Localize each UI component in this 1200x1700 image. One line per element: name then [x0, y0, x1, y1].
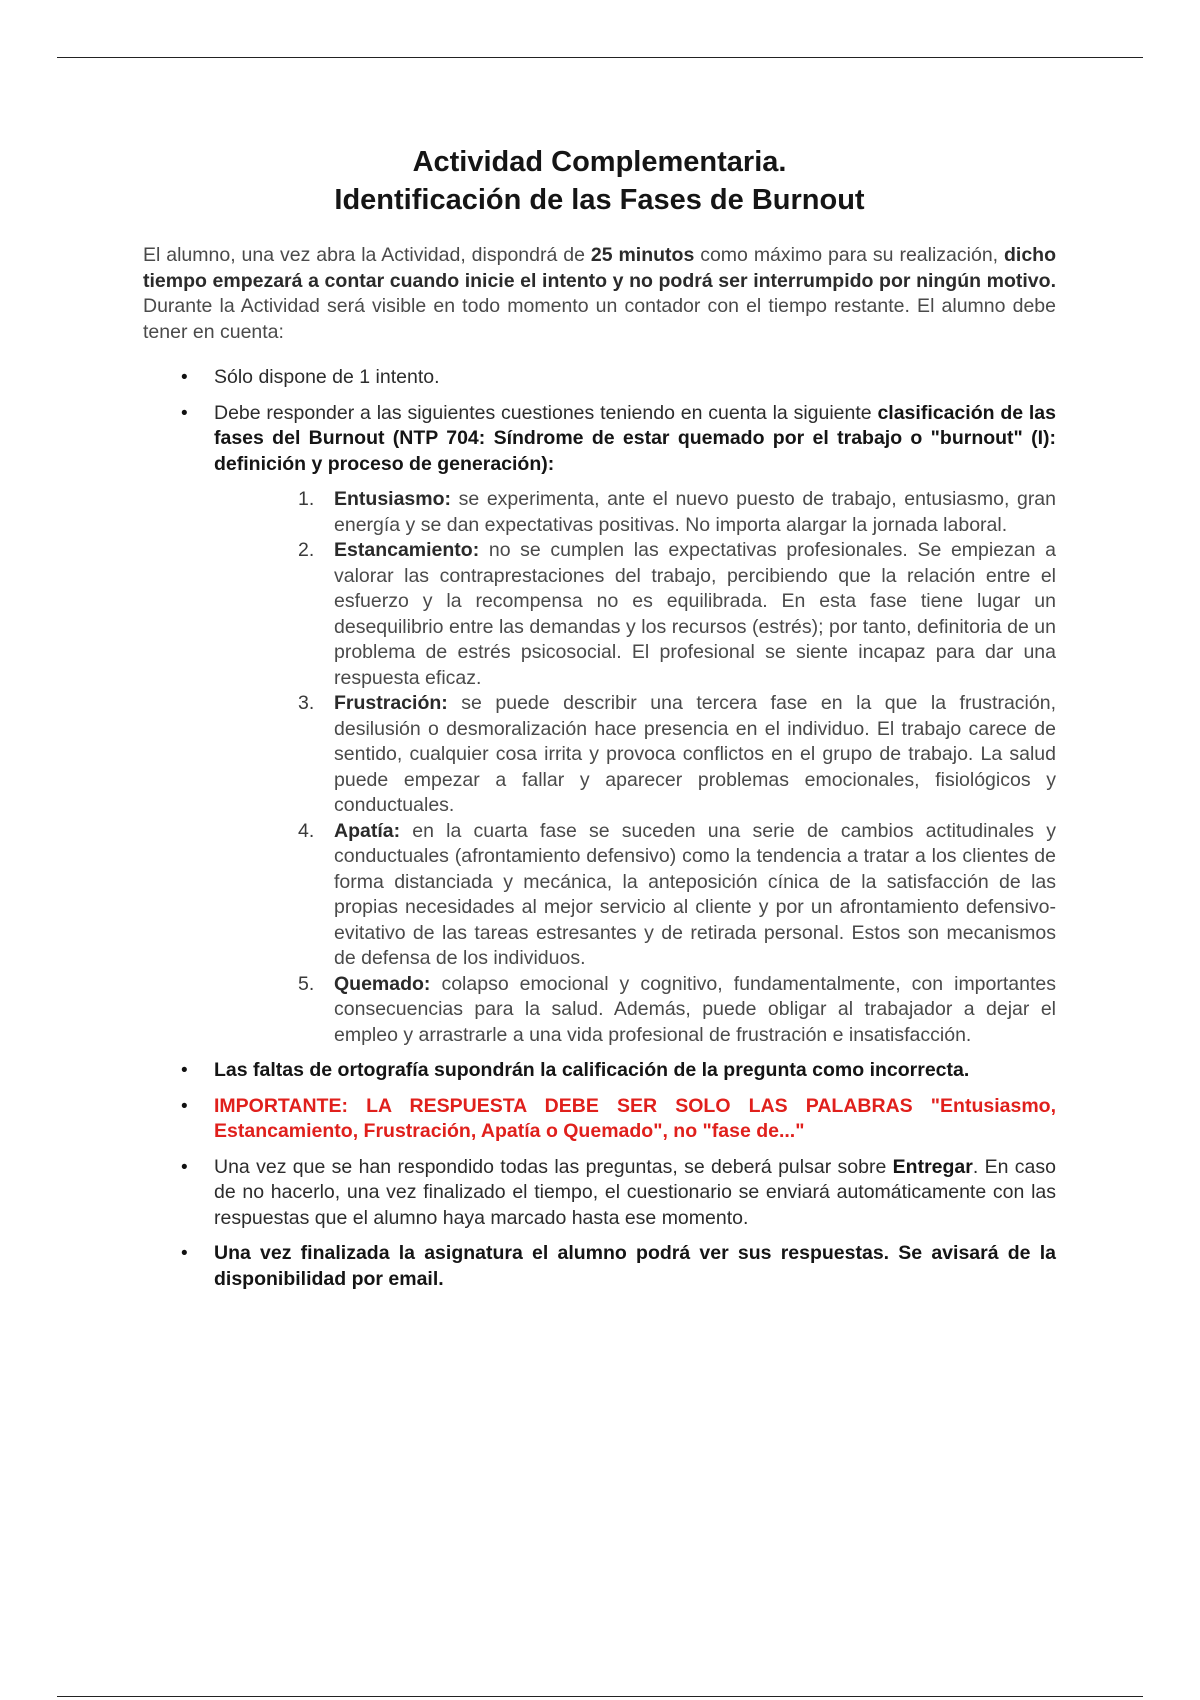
- phase-description: no se cumplen las expectativas profesionales. Se empiezan a valorar las contraprestaciones del trabajo, percibiendo que la relación entre el esfuerzo y la recompensa no es equilibrada. En esta fase tiene lugar un desequilibrio entre las demandas y los recursos (estrés); por tanto, definitoria de un problema de estrés psicosocial. El profesional se siente incapaz para dar una respuesta eficaz.: [334, 539, 1056, 689]
- bullet-icon: •: [181, 1243, 188, 1264]
- phase-number: 4.: [298, 819, 315, 842]
- list-item-spelling: [143, 1058, 1056, 1084]
- submit-text-1: Una vez que se han respondido todas las preguntas, se deberá pulsar sobre: [214, 1155, 893, 1178]
- instructions-list: [143, 365, 1056, 1292]
- phase-description: colapso emocional y cognitivo, fundamentalmente, con importantes consecuencias para la salud. Además, puede obligar al trabajador a dejar el empleo y arrastrarle a una vida profesional de frustración e insatisfacción.: [334, 972, 1056, 1046]
- intro-text-1: El alumno, una vez abra la Actividad, dispondrá de: [143, 244, 591, 266]
- review-notice: Una vez finalizada la asignatura el alumno podrá ver sus respuestas. Se avisará de la disponibilidad por email.: [214, 1242, 1056, 1290]
- list-item-attempts: [143, 365, 1056, 391]
- intro-time-limit: 25 minutos: [590, 244, 695, 266]
- attempts-text: Sólo dispone de 1 intento.: [214, 366, 440, 388]
- phase-name: Quemado:: [334, 972, 431, 995]
- phase-name: Estancamiento:: [334, 539, 480, 561]
- intro-paragraph: [143, 243, 1056, 345]
- phase-item-2: [143, 538, 1056, 691]
- list-item-important: [143, 1094, 1056, 1145]
- header-rule: [57, 57, 1143, 58]
- footer-rule: [57, 1696, 1143, 1697]
- phase-item-4: [143, 819, 1056, 972]
- list-item-classification: [143, 401, 1056, 1049]
- important-notice: IMPORTANTE: LA RESPUESTA DEBE SER SOLO LAS PALABRAS "Entusiasmo, Estancamiento, Frustración, Apatía o Quemado", no "fase de...": [214, 1094, 1056, 1142]
- intro-rule: dicho tiempo empezará a contar cuando inicie el intento y no podrá ser interrumpido por ningún motivo.: [143, 244, 1056, 292]
- phase-name: Frustración:: [334, 692, 448, 714]
- phase-item-3: [143, 691, 1056, 819]
- document-body: [143, 143, 1056, 1302]
- title-line-1: Actividad Complementaria.: [412, 146, 787, 178]
- intro-text-3: Durante la Actividad será visible en todo momento un contador con el tiempo restante. El alumno debe tener en cuenta:: [143, 295, 1056, 343]
- phase-number: 1.: [298, 488, 315, 510]
- submit-keyword: Entregar: [892, 1155, 973, 1178]
- phase-item-5: [143, 972, 1056, 1049]
- intro-text-2: como máximo para su realización,: [694, 244, 1004, 266]
- bullet-icon: •: [181, 367, 188, 388]
- phase-number: 5.: [298, 972, 315, 995]
- document-title: [143, 143, 1056, 219]
- list-item-submit: [143, 1155, 1056, 1232]
- title-line-2: Identificación de las Fases de Burnout: [334, 184, 865, 216]
- bullet-icon: •: [181, 1095, 188, 1117]
- phase-number: 3.: [298, 692, 315, 714]
- phases-list: [214, 487, 1056, 1048]
- bullet-icon: •: [181, 1156, 188, 1178]
- phase-description: se experimenta, ante el nuevo puesto de trabajo, entusiasmo, gran energía y se dan expectativas positivas. No importa alargar la jornada laboral.: [334, 488, 1056, 536]
- bullet-icon: •: [181, 1060, 188, 1081]
- phase-name: Apatía:: [334, 819, 401, 842]
- bullet-icon: •: [181, 402, 188, 424]
- phase-item-1: [143, 487, 1056, 538]
- classification-text: Debe responder a las siguientes cuestiones teniendo en cuenta la siguiente: [214, 401, 878, 424]
- phase-description: se puede describir una tercera fase en la que la frustración, desilusión o desmoralización hace presencia en el individuo. El trabajo carece de sentido, cualquier cosa irrita y provoca conflictos en el grupo de trabajo. La salud puede empezar a fallar y aparecer problemas emocionales, fisiológicos y conductuales.: [334, 692, 1056, 816]
- phase-name: Entusiasmo:: [334, 488, 452, 510]
- phase-description: en la cuarta fase se suceden una serie de cambios actitudinales y conductuales (afrontamiento defensivo) como la tendencia a tratar a los clientes de forma distanciada y mecánica, la anteposición cínica de la satisfacción de las propias necesidades al mejor servicio al cliente y por un afrontamiento defensivo-evitativo de las tareas estresantes y de retirada personal. Estos son mecanismos de defensa de los individuos.: [334, 819, 1056, 969]
- list-item-review: [143, 1241, 1056, 1292]
- spelling-warning: Las faltas de ortografía supondrán la calificación de la pregunta como incorrecta.: [214, 1059, 970, 1081]
- phase-number: 2.: [298, 539, 315, 561]
- classification-source: clasificación de las fases del Burnout (NTP 704: Síndrome de estar quemado por el trabajo o "burnout" (I): definición y proceso de generación):: [214, 401, 1056, 475]
- submit-text-2: . En caso de no hacerlo, una vez finalizado el tiempo, el cuestionario se enviará automáticamente con las respuestas que el alumno haya marcado hasta ese momento.: [214, 1155, 1056, 1229]
